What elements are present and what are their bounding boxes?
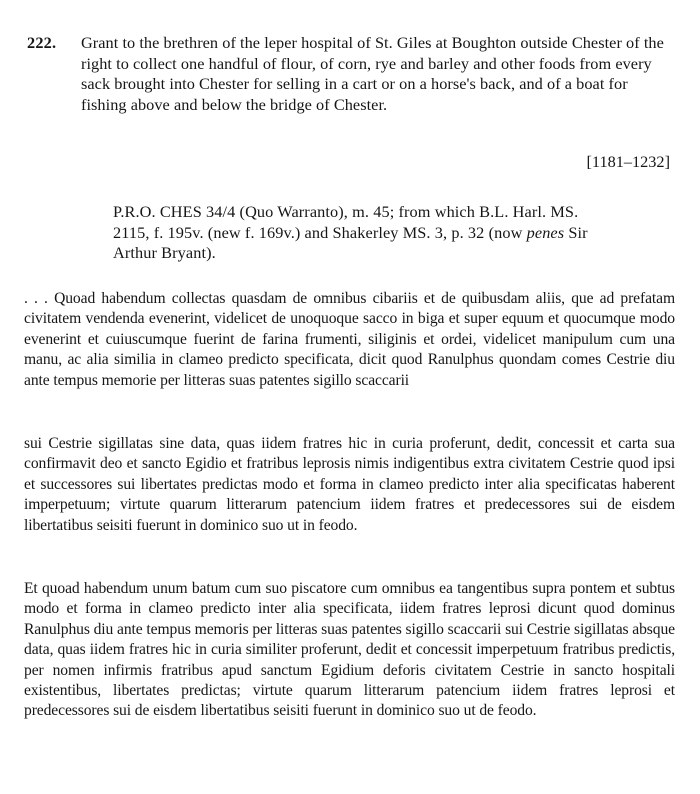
entry-date: [1181–1232]	[586, 152, 670, 171]
paragraph-text: . . . Quoad habendum collectas quasdam de omnibus cibariis et de quibusdam aliis, que ad prefatam civitatem vendenda evenerint, videlicet de unoquoque sacco in biga et super equum et quocumque modo evenerint et cuiuscumque fuerint de farina frumenti, siliginis et ordei, videlicet manipulum cum una manu, ac alia similia in clameo predicto specificata, dicit quod Ranulphus quondam comes Cestrie diu ante tempus memorie per litteras suas patentes sigillo scaccarii	[24, 290, 675, 389]
source-citation	[113, 202, 588, 264]
entry-summary: Grant to the brethren of the leper hospital of St. Giles at Boughton outside Chester of the right to collect one handful of flour, of corn, rye and barley and other foods from every sack brought into Chester for selling in a cart or on a horse's back, and of a boat for fishing above and below the bridge of Chester.	[81, 33, 664, 114]
latin-text-paragraph-2	[24, 434, 675, 536]
source-citation-italic: penes	[526, 222, 565, 242]
entry-number: 222.	[27, 33, 57, 52]
paragraph-text: Et quoad habendum unum batum cum suo piscatore cum omnibus ea tangentibus supra pontem et subtus modo et forma in clameo predicto inter alia specificata, iidem fratres leprosi dicunt quod dominus Ranulphus diu ante tempus memoris per litteras suas patentes sigillo scaccarii sui Cestrie sigillatas absque data, quas iidem fratres hic in curia similiter proferunt, dedit et concessit imperpetuum fratribus predictis, per nomen infirmis fratribus apud sanctum Egidium deforis civitatem Cestrie in sancto hospitali existentibus, libertates predictas; virtute quarum litterarum patencium iidem fratres leprosi et predecessores sui de eisdem libertatibus seisiti fuerunt in dominico suo ut de feodo.	[24, 580, 675, 720]
source-citation-tail: Sir Arthur Bryant).	[113, 222, 588, 262]
latin-text-paragraph-3	[24, 579, 675, 722]
paragraph-text: sui Cestrie sigillatas sine data, quas iidem fratres hic in curia proferunt, dedit, concessit et carta sua confirmavit deo et sancto Egidio et fratribus leprosis nimis indigentibus extra civitatem Cestrie quod ipsi et successores sui libertates predictas modo et forma in clameo predicto inter alia specificatas haberent imperpetuum; virtute quarum litterarum patencium iidem fratres et predecessores sui de eisdem libertatibus seisiti fuerunt in dominico suo ut in feodo.	[24, 435, 675, 534]
source-citation-text: P.R.O. CHES 34/4 (Quo Warranto), m. 45; from which B.L. Harl. MS. 2115, f. 195v. (new f. 169v.) and Shakerley MS. 3, p. 32 (now	[113, 202, 579, 242]
entry-heading	[27, 33, 675, 115]
latin-text-paragraph-1	[24, 289, 675, 391]
